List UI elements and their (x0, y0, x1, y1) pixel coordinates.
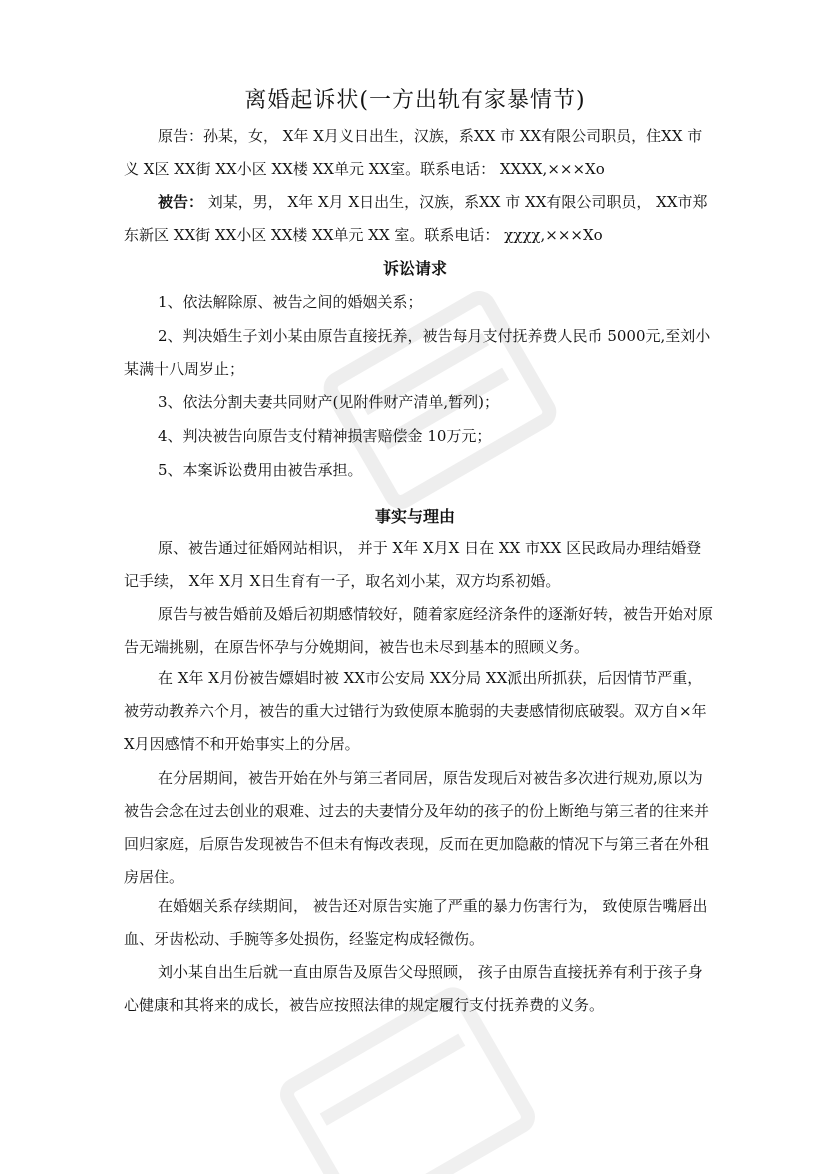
plaintiff-text: 孙某，女， X年 X月义日出生，汉族，系XX 市 XX有限公司职员，住XX 市义 X区 XX街 XX小区 XX楼 XX单元 XX室。联系电话： XXXX,×××Xo (124, 127, 703, 178)
claim-item: 5、本案诉讼费用由被告承担。 (158, 461, 363, 479)
fact-paragraph: 原、被告通过征婚网站相识， 并于 X年 X月X 日在 XX 市XX 区民政局办理结婚登记手续， X年 X月 X日生育有一子，取名刘小某，双方均系初婚。 (124, 539, 702, 590)
document-title: 离婚起诉状(一方出轨有家暴情节) (244, 88, 586, 113)
defendant-paragraph (124, 186, 716, 252)
fact-paragraph: 在分居期间，被告开始在外与第三者同居，原告发现后对被告多次进行规劝,原以为被告会念在过去创业的艰难、过去的夫妻情分及年幼的孩子的份上断绝与第三者的往来并回归家庭，后原告发现被告不但未有悔改表现，反而在更加隐蔽的情况下与第三者在外租房居住。 (124, 769, 710, 886)
defendant-label: 被告： (158, 193, 204, 211)
claim-item: 3、依法分割夫妻共同财产(见附件财产清单,暂列)； (158, 393, 500, 411)
claim-item: 1、依法解除原、被告之间的婚姻关系； (158, 293, 423, 311)
claim-item: 2、判决婚生子刘小某由原告直接抚养，被告每月支付抚养费人民币 5000元,至刘小某满十八周岁止； (124, 327, 711, 378)
claims-heading: 诉讼请求 (382, 259, 447, 278)
fact-paragraph: 在 X年 X月份被告嫖娼时被 XX市公安局 XX分局 XX派出所抓获，后因情节严重，被劳动教养六个月，被告的重大过错行为致使原本脆弱的夫妻感情彻底破裂。双方自×年 X月因感情不和开始事实上的分居。 (124, 669, 707, 753)
facts-heading: 事实与理由 (374, 507, 455, 526)
fact-paragraph: 刘小某自出生后就一直由原告及原告父母照顾， 孩子由原告直接抚养有利于孩子身心健康和其将来的成长，被告应按照法律的规定履行支付抚养费的义务。 (124, 963, 703, 1014)
fact-paragraph: 原告与被告婚前及婚后初期感情较好，随着家庭经济条件的逐渐好转，被告开始对原告无端挑剔，在原告怀孕与分娩期间，被告也未尽到基本的照顾义务。 (124, 605, 714, 656)
plaintiff-paragraph (124, 120, 716, 186)
claim-item: 4、判决被告向原告支付精神损害赔偿金 10万元； (158, 427, 492, 445)
defendant-text: 刘某，男， X年 X月 X日出生，汉族，系XX 市 XX有限公司职员， XX市郑东新区 XX街 XX小区 XX楼 XX单元 XX 室。联系电话： χχχχ,×××Xo (124, 193, 708, 244)
plaintiff-label: 原告： (158, 127, 204, 145)
fact-paragraph: 在婚姻关系存续期间， 被告还对原告实施了严重的暴力伤害行为， 致使原告嘴唇出血、牙齿松动、手腕等多处损伤，经鉴定构成轻微伤。 (124, 897, 708, 948)
